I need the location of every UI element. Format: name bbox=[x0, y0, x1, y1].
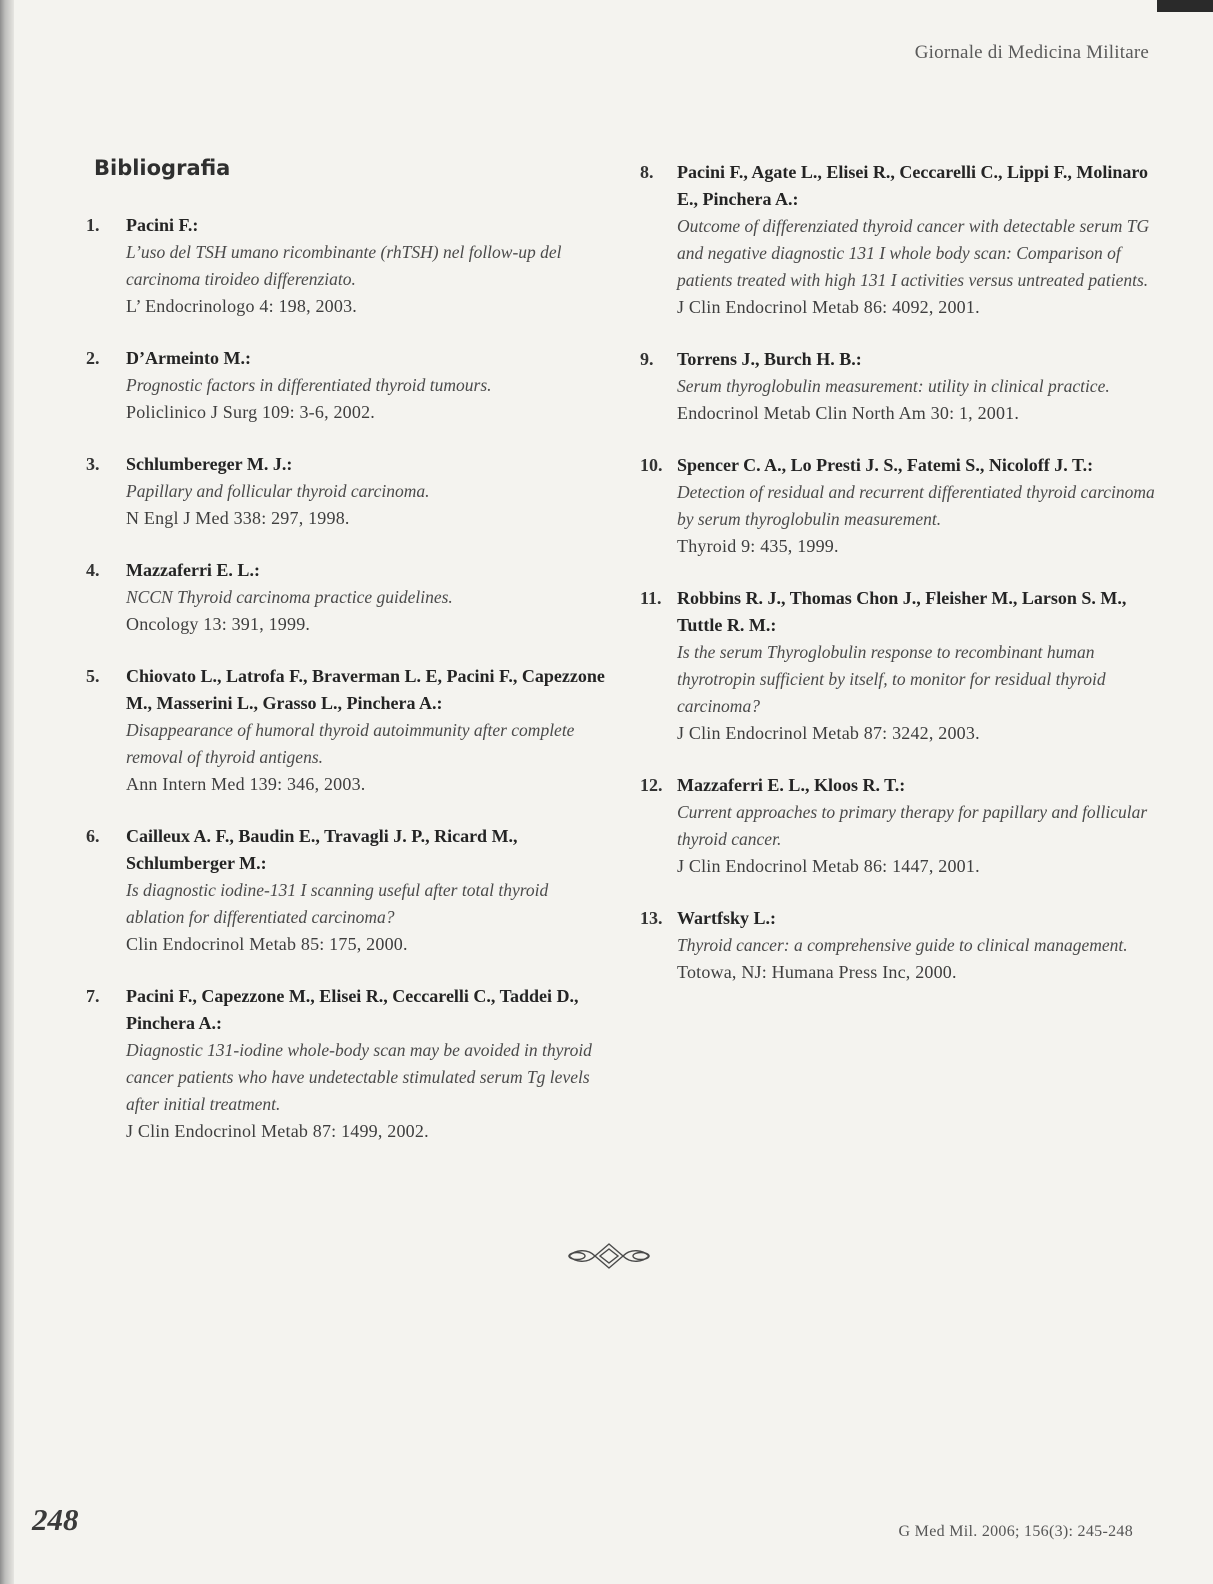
reference-title: Is the serum Thyroglobulin response to recombinant human thyrotropin sufficient by itself, to monitor for residual thyroid carcinoma? bbox=[677, 642, 1106, 716]
reference-source: Totowa, NJ: Humana Press Inc, 2000. bbox=[677, 962, 957, 982]
reference-authors: Robbins R. J., Thomas Chon J., Fleisher M., Larson S. M., Tuttle R. M.: bbox=[677, 588, 1127, 635]
ornament-divider-icon bbox=[563, 1240, 655, 1272]
reference-source: J Clin Endocrinol Metab 86: 4092, 2001. bbox=[677, 297, 980, 317]
reference-item bbox=[86, 823, 606, 958]
reference-authors: Cailleux A. F., Baudin E., Travagli J. P., Ricard M., Schlumberger M.: bbox=[126, 826, 518, 873]
reference-authors: Torrens J., Burch H. B.: bbox=[677, 349, 862, 369]
reference-item bbox=[86, 212, 606, 320]
reference-authors: Pacini F., Agate L., Elisei R., Ceccarelli C., Lippi F., Molinaro E., Pinchera A.: bbox=[677, 162, 1148, 209]
reference-item bbox=[86, 557, 606, 638]
reference-authors: Wartfsky L.: bbox=[677, 908, 776, 928]
reference-source: Endocrinol Metab Clin North Am 30: 1, 2001. bbox=[677, 403, 1020, 423]
reference-item bbox=[640, 159, 1160, 321]
reference-source: L’ Endocrinologo 4: 198, 2003. bbox=[126, 296, 357, 316]
reference-number: 5. bbox=[86, 666, 100, 686]
reference-title: Disappearance of humoral thyroid autoimmunity after complete removal of thyroid antigens. bbox=[126, 720, 575, 767]
reference-authors: Schlumbereger M. J.: bbox=[126, 454, 293, 474]
reference-source: Thyroid 9: 435, 1999. bbox=[677, 536, 839, 556]
reference-number: 13. bbox=[640, 908, 663, 928]
reference-authors: Pacini F.: bbox=[126, 215, 199, 235]
reference-item bbox=[86, 663, 606, 798]
reference-title: Is diagnostic iodine-131 I scanning useful after total thyroid ablation for differentiated carcinoma? bbox=[126, 880, 549, 927]
reference-number: 2. bbox=[86, 348, 100, 368]
running-head: Giornale di Medicina Militare bbox=[914, 42, 1149, 63]
reference-item bbox=[640, 346, 1160, 427]
reference-source: Clin Endocrinol Metab 85: 175, 2000. bbox=[126, 934, 408, 954]
scan-corner-edge bbox=[1157, 0, 1213, 12]
reference-item bbox=[640, 772, 1160, 880]
reference-source: J Clin Endocrinol Metab 87: 3242, 2003. bbox=[677, 723, 980, 743]
reference-authors: Spencer C. A., Lo Presti J. S., Fatemi S., Nicoloff J. T.: bbox=[677, 455, 1094, 475]
reference-number: 9. bbox=[640, 349, 654, 369]
reference-authors: Chiovato L., Latrofa F., Braverman L. E, Pacini F., Capezzone M., Masserini L., Grasso L., Pinchera A.: bbox=[126, 666, 605, 713]
reference-number: 1. bbox=[86, 215, 100, 235]
reference-item bbox=[640, 585, 1160, 747]
reference-item bbox=[86, 983, 606, 1145]
reference-number: 3. bbox=[86, 454, 100, 474]
footer-citation: G Med Mil. 2006; 156(3): 245-248 bbox=[898, 1523, 1133, 1540]
reference-title: L’uso del TSH umano ricombinante (rhTSH) nel follow-up del carcinoma tiroideo differenziato. bbox=[126, 242, 562, 289]
reference-source: Policlinico J Surg 109: 3-6, 2002. bbox=[126, 402, 375, 422]
reference-title: Detection of residual and recurrent differentiated thyroid carcinoma by serum thyroglobulin measurement. bbox=[677, 482, 1155, 529]
reference-source: Ann Intern Med 139: 346, 2003. bbox=[126, 774, 366, 794]
section-title: Bibliografia bbox=[94, 156, 231, 180]
page-number: 248 bbox=[32, 1502, 79, 1537]
reference-authors: Mazzaferri E. L., Kloos R. T.: bbox=[677, 775, 906, 795]
reference-source: J Clin Endocrinol Metab 86: 1447, 2001. bbox=[677, 856, 980, 876]
reference-source: N Engl J Med 338: 297, 1998. bbox=[126, 508, 350, 528]
reference-title: Prognostic factors in differentiated thyroid tumours. bbox=[126, 375, 492, 395]
reference-authors: Mazzaferri E. L.: bbox=[126, 560, 260, 580]
reference-title: NCCN Thyroid carcinoma practice guidelines. bbox=[126, 587, 453, 607]
reference-authors: Pacini F., Capezzone M., Elisei R., Ceccarelli C., Taddei D., Pinchera A.: bbox=[126, 986, 579, 1033]
reference-number: 6. bbox=[86, 826, 100, 846]
references-column-right bbox=[640, 159, 1160, 1011]
reference-title: Thyroid cancer: a comprehensive guide to clinical management. bbox=[677, 935, 1128, 955]
page-spine-shadow bbox=[0, 0, 14, 1584]
references-column-left bbox=[86, 212, 606, 1170]
reference-number: 7. bbox=[86, 986, 100, 1006]
reference-number: 12. bbox=[640, 775, 663, 795]
reference-item bbox=[86, 345, 606, 426]
reference-source: J Clin Endocrinol Metab 87: 1499, 2002. bbox=[126, 1121, 429, 1141]
reference-title: Outcome of differenziated thyroid cancer with detectable serum TG and negative diagnostic 131 I whole body scan: Comparison of patients treated with high 131 I activities versus untreated patients. bbox=[677, 216, 1150, 290]
reference-number: 11. bbox=[640, 588, 662, 608]
reference-number: 4. bbox=[86, 560, 100, 580]
reference-item bbox=[640, 452, 1160, 560]
reference-source: Oncology 13: 391, 1999. bbox=[126, 614, 311, 634]
reference-number: 8. bbox=[640, 162, 654, 182]
reference-item bbox=[640, 905, 1160, 986]
reference-title: Papillary and follicular thyroid carcinoma. bbox=[126, 481, 430, 501]
reference-title: Current approaches to primary therapy for papillary and follicular thyroid cancer. bbox=[677, 802, 1148, 849]
reference-item bbox=[86, 451, 606, 532]
reference-number: 10. bbox=[640, 455, 663, 475]
reference-title: Serum thyroglobulin measurement: utility in clinical practice. bbox=[677, 376, 1110, 396]
reference-authors: D’Armeinto M.: bbox=[126, 348, 251, 368]
reference-title: Diagnostic 131-iodine whole-body scan may be avoided in thyroid cancer patients who have undetectable stimulated serum Tg levels after initial treatment. bbox=[126, 1040, 592, 1114]
